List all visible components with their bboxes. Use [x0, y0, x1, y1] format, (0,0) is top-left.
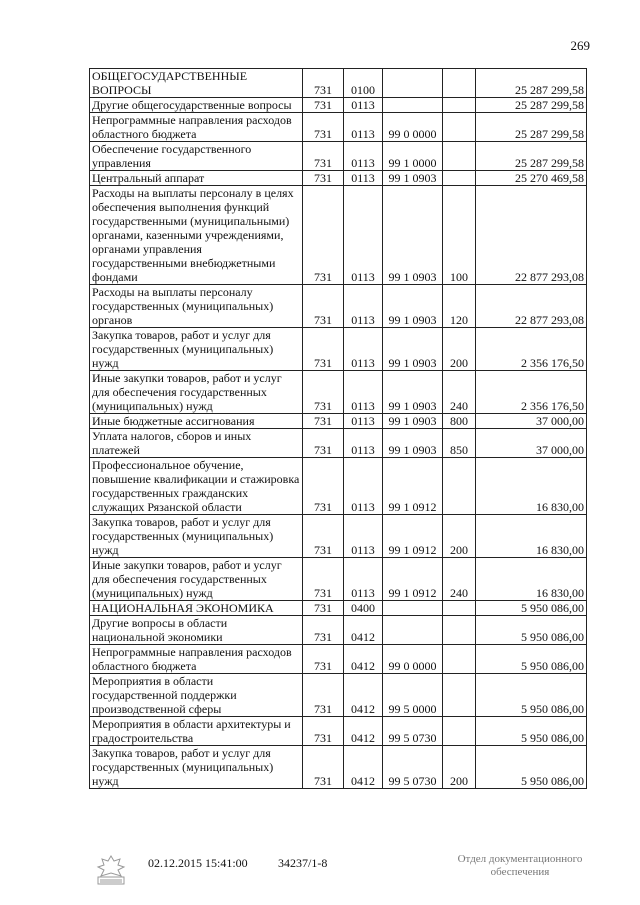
budget-table-body [90, 69, 587, 789]
row-sum-cell: 25 287 299,58 [476, 113, 587, 142]
row-expense-kind-cell [443, 142, 476, 171]
coat-of-arms-emblem [90, 853, 132, 887]
row-name-cell: Профессиональное обучение, повышение квалификации и стажировка государственных гражданских служащих Рязанской области [90, 458, 303, 515]
row-name-cell: Центральный аппарат [90, 171, 303, 186]
row-sum-cell: 5 950 086,00 [476, 601, 587, 616]
row-article-code-cell [383, 601, 443, 616]
row-expense-kind-cell: 200 [443, 328, 476, 371]
row-name-cell: Иные закупки товаров, работ и услуг для обеспечения государственных (муниципальных) нужд [90, 558, 303, 601]
row-section-code-cell: 0100 [344, 69, 383, 98]
row-sum-cell: 16 830,00 [476, 515, 587, 558]
row-section-code-cell: 0113 [344, 113, 383, 142]
table-row [90, 458, 587, 515]
row-name-cell: Расходы на выплаты персоналу государственных (муниципальных) органов [90, 285, 303, 328]
row-article-code-cell: 99 1 0903 [383, 429, 443, 458]
row-section-code-cell: 0113 [344, 371, 383, 414]
row-org-code-cell: 731 [303, 458, 344, 515]
row-section-code-cell: 0113 [344, 429, 383, 458]
row-article-code-cell: 99 5 0730 [383, 746, 443, 789]
table-row [90, 113, 587, 142]
table-row [90, 186, 587, 285]
table-row [90, 98, 587, 113]
row-org-code-cell: 731 [303, 171, 344, 186]
row-article-code-cell [383, 69, 443, 98]
table-row [90, 616, 587, 645]
row-org-code-cell: 731 [303, 746, 344, 789]
row-section-code-cell: 0113 [344, 98, 383, 113]
row-expense-kind-cell [443, 69, 476, 98]
row-expense-kind-cell [443, 458, 476, 515]
row-section-code-cell: 0412 [344, 746, 383, 789]
row-org-code-cell: 731 [303, 515, 344, 558]
row-section-code-cell: 0113 [344, 328, 383, 371]
row-name-cell: Иные закупки товаров, работ и услуг для обеспечения государственных (муниципальных) нужд [90, 371, 303, 414]
row-expense-kind-cell: 240 [443, 371, 476, 414]
table-row [90, 414, 587, 429]
row-expense-kind-cell [443, 171, 476, 186]
footer-doc-code: 34237/1-8 [278, 856, 328, 870]
row-section-code-cell: 0113 [344, 186, 383, 285]
row-section-code-cell: 0113 [344, 171, 383, 186]
row-article-code-cell: 99 0 0000 [383, 113, 443, 142]
row-name-cell: Иные бюджетные ассигнования [90, 414, 303, 429]
row-article-code-cell: 99 1 0903 [383, 414, 443, 429]
row-name-cell: Непрограммные направления расходов областного бюджета [90, 113, 303, 142]
row-section-code-cell: 0412 [344, 645, 383, 674]
row-org-code-cell: 731 [303, 142, 344, 171]
row-article-code-cell: 99 5 0000 [383, 674, 443, 717]
row-org-code-cell: 731 [303, 186, 344, 285]
row-name-cell: НАЦИОНАЛЬНАЯ ЭКОНОМИКА [90, 601, 303, 616]
row-expense-kind-cell [443, 674, 476, 717]
row-name-cell: Другие общегосударственные вопросы [90, 98, 303, 113]
row-expense-kind-cell [443, 717, 476, 746]
row-name-cell: Закупка товаров, работ и услуг для государственных (муниципальных) нужд [90, 746, 303, 789]
row-sum-cell: 25 287 299,58 [476, 98, 587, 113]
row-sum-cell: 25 287 299,58 [476, 142, 587, 171]
table-row [90, 171, 587, 186]
row-name-cell: Мероприятия в области государственной поддержки производственной сферы [90, 674, 303, 717]
footer-department-stamp [445, 853, 595, 879]
row-sum-cell: 16 830,00 [476, 458, 587, 515]
row-sum-cell: 5 950 086,00 [476, 674, 587, 717]
row-expense-kind-cell: 200 [443, 746, 476, 789]
row-expense-kind-cell: 120 [443, 285, 476, 328]
row-expense-kind-cell: 240 [443, 558, 476, 601]
row-article-code-cell: 99 1 0903 [383, 285, 443, 328]
footer-datetime: 02.12.2015 15:41:00 [148, 856, 248, 870]
row-sum-cell: 5 950 086,00 [476, 746, 587, 789]
row-org-code-cell: 731 [303, 601, 344, 616]
row-article-code-cell: 99 1 0912 [383, 558, 443, 601]
row-sum-cell: 25 270 469,58 [476, 171, 587, 186]
stamp-line-1: Отдел документационного [457, 853, 583, 865]
page-number: 269 [570, 38, 590, 53]
row-article-code-cell [383, 98, 443, 113]
row-sum-cell: 16 830,00 [476, 558, 587, 601]
row-name-cell: ОБЩЕГОСУДАРСТВЕННЫЕ ВОПРОСЫ [90, 69, 303, 98]
row-sum-cell: 25 287 299,58 [476, 69, 587, 98]
row-article-code-cell: 99 1 0903 [383, 328, 443, 371]
row-section-code-cell: 0113 [344, 515, 383, 558]
row-article-code-cell: 99 1 0912 [383, 515, 443, 558]
row-article-code-cell: 99 1 0903 [383, 186, 443, 285]
row-org-code-cell: 731 [303, 674, 344, 717]
table-row [90, 645, 587, 674]
row-org-code-cell: 731 [303, 645, 344, 674]
row-section-code-cell: 0113 [344, 458, 383, 515]
row-sum-cell: 5 950 086,00 [476, 616, 587, 645]
row-section-code-cell: 0400 [344, 601, 383, 616]
row-name-cell: Мероприятия в области архитектуры и градостроительства [90, 717, 303, 746]
row-expense-kind-cell: 850 [443, 429, 476, 458]
row-section-code-cell: 0412 [344, 717, 383, 746]
row-article-code-cell: 99 1 0903 [383, 371, 443, 414]
table-row [90, 674, 587, 717]
row-org-code-cell: 731 [303, 414, 344, 429]
row-section-code-cell: 0412 [344, 674, 383, 717]
row-section-code-cell: 0113 [344, 414, 383, 429]
table-row [90, 142, 587, 171]
row-name-cell: Уплата налогов, сборов и иных платежей [90, 429, 303, 458]
row-sum-cell: 22 877 293,08 [476, 186, 587, 285]
row-sum-cell: 37 000,00 [476, 414, 587, 429]
row-article-code-cell: 99 1 0903 [383, 171, 443, 186]
row-expense-kind-cell [443, 113, 476, 142]
row-expense-kind-cell [443, 601, 476, 616]
row-section-code-cell: 0113 [344, 558, 383, 601]
row-org-code-cell: 731 [303, 285, 344, 328]
row-name-cell: Непрограммные направления расходов областного бюджета [90, 645, 303, 674]
row-org-code-cell: 731 [303, 69, 344, 98]
row-name-cell: Расходы на выплаты персоналу в целях обеспечения выполнения функций государственными (муниципальными) органами, казенными учреждениями, органами управления государственными внебюджетными фондами [90, 186, 303, 285]
row-org-code-cell: 731 [303, 371, 344, 414]
row-article-code-cell: 99 1 0000 [383, 142, 443, 171]
row-section-code-cell: 0113 [344, 285, 383, 328]
row-article-code-cell: 99 0 0000 [383, 645, 443, 674]
row-section-code-cell: 0412 [344, 616, 383, 645]
row-org-code-cell: 731 [303, 717, 344, 746]
row-sum-cell: 5 950 086,00 [476, 645, 587, 674]
table-row [90, 601, 587, 616]
row-expense-kind-cell [443, 645, 476, 674]
table-row [90, 69, 587, 98]
row-expense-kind-cell [443, 616, 476, 645]
row-article-code-cell [383, 616, 443, 645]
row-sum-cell: 2 356 176,50 [476, 371, 587, 414]
row-org-code-cell: 731 [303, 558, 344, 601]
row-org-code-cell: 731 [303, 328, 344, 371]
row-name-cell: Обеспечение государственного управления [90, 142, 303, 171]
row-expense-kind-cell: 800 [443, 414, 476, 429]
row-expense-kind-cell: 200 [443, 515, 476, 558]
table-row [90, 515, 587, 558]
row-org-code-cell: 731 [303, 616, 344, 645]
row-expense-kind-cell [443, 98, 476, 113]
row-sum-cell: 22 877 293,08 [476, 285, 587, 328]
row-name-cell: Закупка товаров, работ и услуг для государственных (муниципальных) нужд [90, 515, 303, 558]
table-row [90, 558, 587, 601]
row-article-code-cell: 99 5 0730 [383, 717, 443, 746]
budget-table [89, 68, 587, 789]
table-row [90, 429, 587, 458]
stamp-line-2: обеспечения [490, 866, 550, 878]
table-row [90, 371, 587, 414]
table-row [90, 746, 587, 789]
row-sum-cell: 2 356 176,50 [476, 328, 587, 371]
row-section-code-cell: 0113 [344, 142, 383, 171]
row-sum-cell: 5 950 086,00 [476, 717, 587, 746]
row-name-cell: Другие вопросы в области национальной экономики [90, 616, 303, 645]
row-expense-kind-cell: 100 [443, 186, 476, 285]
table-row [90, 717, 587, 746]
row-org-code-cell: 731 [303, 98, 344, 113]
row-org-code-cell: 731 [303, 429, 344, 458]
table-row [90, 328, 587, 371]
row-sum-cell: 37 000,00 [476, 429, 587, 458]
row-org-code-cell: 731 [303, 113, 344, 142]
table-row [90, 285, 587, 328]
row-article-code-cell: 99 1 0912 [383, 458, 443, 515]
row-name-cell: Закупка товаров, работ и услуг для государственных (муниципальных) нужд [90, 328, 303, 371]
